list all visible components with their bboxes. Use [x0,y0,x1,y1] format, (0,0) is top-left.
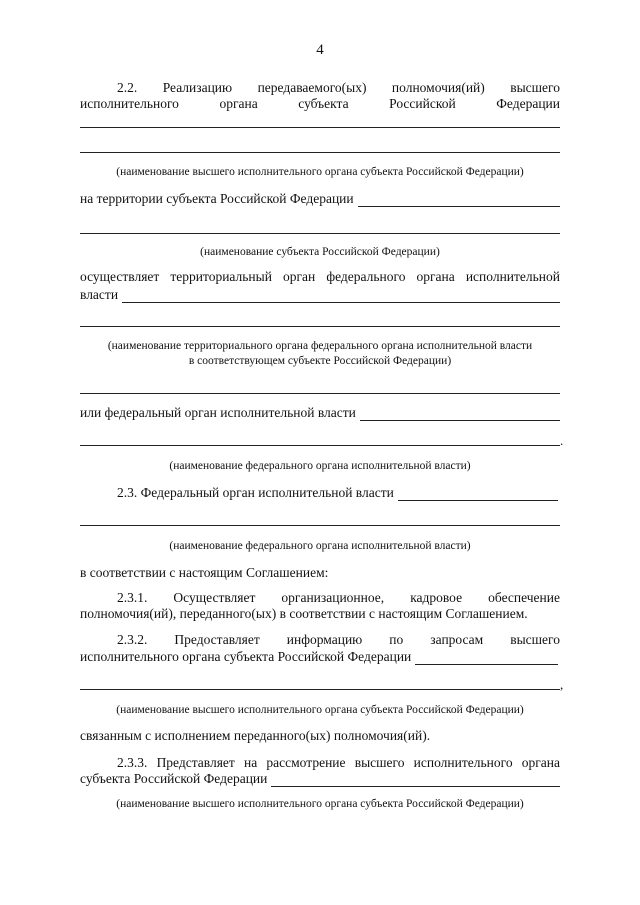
territory-field [80,191,560,207]
caption-higher-body-3: (наименование высшего исполнительного органа субъекта Российской Федерации) [116,798,524,810]
p233-field [80,771,560,787]
comma-mark: , [560,677,564,692]
related-text: связанным с исполнением переданного(ых) полномочия(ий). [80,728,431,743]
caption-federal: (наименование федерального органа исполнительной власти) [169,460,471,472]
blank-line[interactable] [80,445,560,446]
period-mark: . [560,433,564,448]
caption-higher-body-2: (наименование высшего исполнительного органа субъекта Российской Федерации) [116,704,524,716]
caption-territorial-line2: в соответствующем субъекте Российской Федерации) [188,355,452,367]
p23-label: 2.3. Федеральный орган исполнительной власти [117,485,394,500]
blank-line[interactable] [80,127,560,128]
accordance-text: в соответствии с настоящим Соглашением: [80,565,329,580]
p232-blank[interactable] [415,652,558,665]
caption-territorial-line1: (наименование территориального органа федерального органа исполнительной власти [107,340,533,352]
caption-subject: (наименование субъекта Российской Федерации) [200,246,440,258]
territory-blank[interactable] [358,194,560,207]
blank-line[interactable] [80,233,560,234]
authority-label: власти [80,287,119,302]
blank-line[interactable] [80,525,560,526]
caption-federal-2: (наименование федерального органа исполнительной власти) [169,540,471,552]
blank-line[interactable] [80,393,560,394]
p233-line1: 2.3.3. Представляет на рассмотрение высшего исполнительного органа [117,755,560,770]
territory-label: на территории субъекта Российской Федерации [80,191,354,206]
p232-field [80,649,558,665]
p23-blank[interactable] [398,488,558,501]
territorial-line1: осуществляет территориальный орган федерального органа исполнительной [80,269,560,284]
caption-higher-body: (наименование высшего исполнительного органа субъекта Российской Федерации) [116,166,524,178]
p232-label: исполнительного органа субъекта Российской Федерации [80,649,412,664]
p233-blank[interactable] [271,774,560,787]
p231-line2: полномочия(ий), переданного(ых) в соответствии с настоящим Соглашением. [80,606,528,621]
p232-line1: 2.3.2. Предоставляет информацию по запросам высшего [117,632,560,647]
p233-label: субъекта Российской Федерации [80,771,268,786]
authority-field [80,287,560,303]
federal-label: или федеральный орган исполнительной власти [80,405,356,420]
p231-line1: 2.3.1. Осуществляет организационное, кадровое обеспечение [117,590,560,605]
p22-line2: исполнительного органа субъекта Российской Федерации [80,96,560,111]
blank-line[interactable] [80,326,560,327]
p23-field [117,485,558,501]
blank-line[interactable] [80,152,560,153]
page-number: 4 [316,42,324,58]
p22-line1: 2.2. Реализацию передаваемого(ых) полномочия(ий) высшего [117,80,560,95]
federal-blank[interactable] [360,408,560,421]
authority-blank[interactable] [122,290,560,303]
blank-line[interactable] [80,689,560,690]
federal-field [80,405,560,421]
